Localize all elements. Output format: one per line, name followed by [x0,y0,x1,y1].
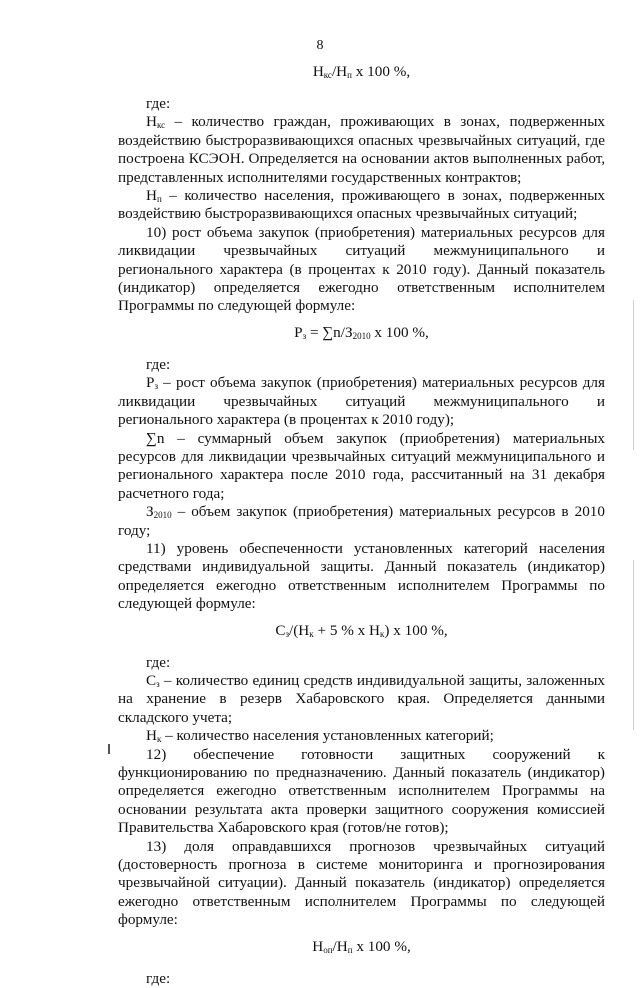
where-label: где: [146,653,171,671]
document-body [118,61,605,988]
definition-z2010: $З_{2010}$ – объем закупок (приобретения) материальных ресурсов в 2010 году; [118,503,605,539]
definition-nks: $Н_{кс}$ – количество граждан, проживающих в зонах, подверженных воздействию быстроразвивающихся опасных чрезвычайных ситуаций, где построена КСЭОН. Определяется на основании актов выполненных работ, представленных исполнителями государственных контрактов; [118,113,605,186]
formula-nop-np: $Н_{оп}/Н_п$ х 100 %, [312,937,411,955]
item-11: 11) уровень обеспеченности установленных категорий населения средствами индивидуальной защиты. Данный показатель (индикатор) определяется ежегодно ответственным исполнителем Программы по следующей формуле: [118,539,605,613]
where-label: где: [146,355,171,373]
item-10: 10) рост объема закупок (приобретения) материальных ресурсов для ликвидации чрезвычайных ситуаций межмуниципального и регионального характера (в процентах к 2010 году). Данный показатель (индикатор) определяется ежегодно ответственным исполнителем Программы по следующей формуле: [118,223,605,315]
definition-nk: $Н_к$ – количество населения установленных категорий; [146,727,494,745]
formula-nks-np: $Н_{кс}/Н_п$ х 100 %, [312,63,411,80]
margin-mark [108,744,110,754]
definition-sum: ∑n – суммарный объем закупок (приобретения) материальных ресурсов для ликвидации чрезвычайных ситуаций межмуниципального и регионального характера после 2010 года, рассчитанный на 31 декабря расчетного года; [118,429,605,502]
definition-rz: $Р_з$ – рост объема закупок (приобретения) материальных ресурсов для ликвидации чрезвычайных ситуаций межмуниципального и регионального характера (в процентах к 2010 году); [118,374,605,429]
formula-rz: $Р_з = \sum n/З_{2010}$ х 100 %, [294,323,429,341]
item-12: 12) обеспечение готовности защитных сооружений к функционированию по предназначению. Данный показатель (индикатор) определяется ежегодно ответственным исполнителем Программы на основании результата акта проверки защитного сооружения комиссией Правительства Хабаровского края (готов/не готов); [118,745,605,837]
formula-sz: $С_з/(Н_к + 5$ % х $Н_к$) х 100 %, [275,621,448,639]
where-label: где: [146,969,171,987]
where-label: где: [146,95,171,112]
page-number: 8 [316,38,324,53]
margin-line-top [633,300,634,450]
definition-sz: $С_з$ – количество единиц средств индивидуальной защиты, заложенных на хранение в резерв Хабаровского края. Определяется данными складского учета; [118,671,605,726]
item-13: 13) доля оправдавшихся прогнозов чрезвычайных ситуаций (достоверность прогноза в системе мониторинга и прогнозирования чрезвычайной ситуации). Данный показатель (индикатор) определяется ежегодно ответственным исполнителем Программы по следующей формуле: [118,837,605,929]
margin-line-bottom [633,560,634,730]
definition-np: $Н_п$ – количество населения, проживающего в зонах, подверженных воздействию быстроразвивающихся опасных чрезвычайных ситуаций; [118,187,605,223]
